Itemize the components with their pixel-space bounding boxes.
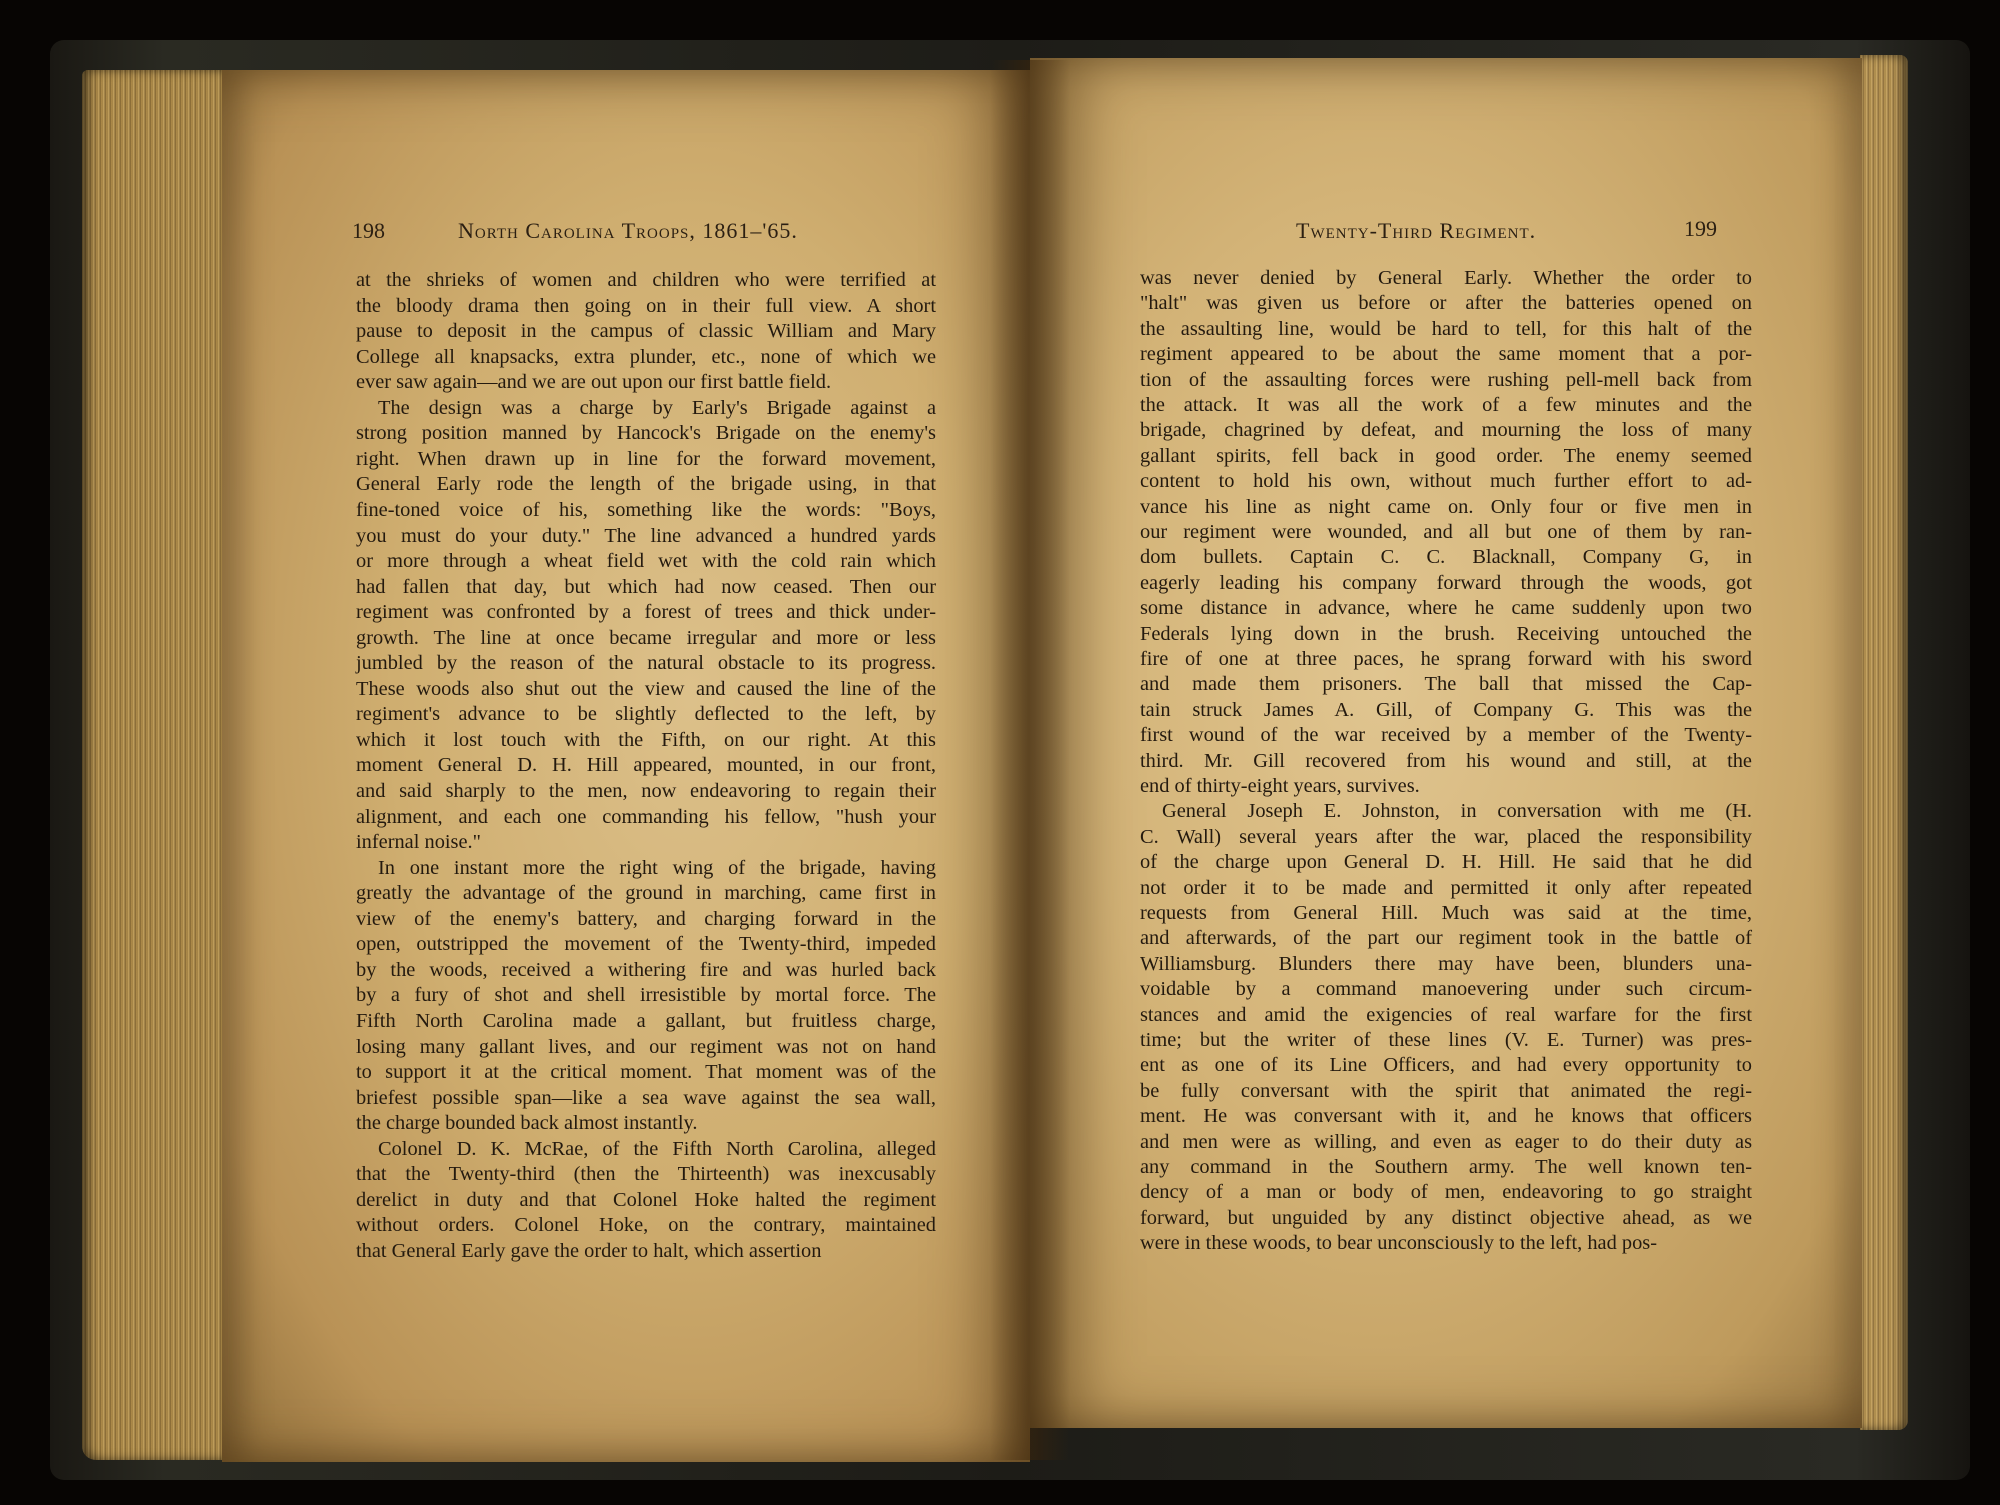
text-line: stances and amid the exigencies of real warfare for the first: [1140, 1003, 1752, 1026]
page-number: 199: [1684, 216, 1717, 241]
text-line: dom bullets. Captain C. C. Blacknall, Company G, in: [1140, 546, 1752, 569]
text-line: ent as one of its Line Officers, and had every opportunity to: [1140, 1054, 1752, 1077]
text-line: "halt" was given us before or after the batteries opened on: [1140, 292, 1752, 315]
text-line: first wound of the war received by a member of the Twenty-: [1140, 724, 1752, 747]
text-line: right. When drawn up in line for the forward movement,: [356, 447, 936, 470]
text-line: be fully conversant with the spirit that animated the regi-: [1140, 1079, 1752, 1102]
text-line: and said sharply to the men, now endeavoring to regain their: [356, 780, 936, 802]
page-edges-right: [1860, 55, 1908, 1430]
text-line: infernal noise.": [356, 831, 481, 854]
running-title: Twenty-Third Regiment.: [1296, 218, 1537, 243]
text-line: content to hold his own, without much further effort to ad-: [1140, 470, 1752, 493]
right-page: [1030, 58, 1862, 1428]
text-line: not order it to be made and permitted it only after repeated: [1140, 876, 1752, 899]
text-line: vance his line as night came on. Only four or five men in: [1140, 495, 1752, 518]
text-line: fine-toned voice of his, something like the words: "Boys,: [356, 498, 936, 521]
page-number: 198: [352, 218, 385, 243]
text-line: without orders. Colonel Hoke, on the contrary, maintained: [356, 1214, 936, 1237]
text-line: that General Early gave the order to halt, which assertion: [356, 1239, 822, 1262]
text-line: Fifth North Carolina made a gallant, but fruitless charge,: [356, 1009, 936, 1032]
text-line: requests from General Hill. Much was said at the time,: [1140, 902, 1752, 924]
text-line: In one instant more the right wing of the brigade, having: [378, 856, 936, 879]
text-line: ever saw again—and we are out upon our first battle field.: [356, 371, 832, 394]
text-line: alignment, and each one commanding his fellow, "hush your: [356, 805, 936, 828]
text-line: These woods also shut out the view and caused the line of the: [356, 677, 936, 700]
text-line: the charge bounded back almost instantly.: [356, 1112, 698, 1135]
text-line: to support it at the critical moment. That moment was of the: [356, 1061, 936, 1084]
text-line: and afterwards, of the part our regiment took in the battle of: [1140, 927, 1752, 950]
text-line: or more through a wheat field wet with the cold rain which: [356, 550, 936, 573]
text-line: ment. He was conversant with it, and he knows that officers: [1140, 1105, 1752, 1128]
text-line: of the charge upon General D. H. Hill. He said that he did: [1140, 851, 1752, 874]
text-line: fire of one at three paces, he sprang forward with his sword: [1140, 648, 1752, 670]
text-line: end of thirty-eight years, survives.: [1140, 775, 1420, 797]
text-line: any command in the Southern army. The well known ten-: [1140, 1156, 1752, 1178]
text-line: jumbled by the reason of the natural obstacle to its progress.: [356, 652, 936, 675]
text-line: the assaulting line, would be hard to tell, for this halt of the: [1140, 317, 1752, 340]
text-line: that the Twenty-third (then the Thirteenth) was inexcusably: [356, 1163, 936, 1186]
text-line: brigade, chagrined by defeat, and mourning the loss of many: [1140, 419, 1752, 442]
text-line: briefest possible span—like a sea wave against the sea wall,: [356, 1086, 936, 1109]
text-line: moment General D. H. Hill appeared, mounted, in our front,: [356, 754, 936, 777]
text-line: at the shrieks of women and children who were terrified at: [356, 269, 936, 291]
text-line: and made them prisoners. The ball that missed the Cap-: [1140, 673, 1752, 696]
text-line: losing many gallant lives, and our regiment was not on hand: [356, 1035, 936, 1058]
text-line: pause to deposit in the campus of classic William and Mary: [356, 320, 936, 343]
text-line: C. Wall) several years after the war, placed the responsibility: [1140, 825, 1752, 848]
text-line: regiment's advance to be slightly deflected to the left, by: [356, 703, 936, 726]
text-line: was never denied by General Early. Whether the order to: [1140, 267, 1752, 289]
text-line: view of the enemy's battery, and charging forward in the: [356, 907, 936, 930]
text-line: the attack. It was all the work of a few minutes and the: [1140, 394, 1752, 416]
text-line: open, outstripped the movement of the Twenty-third, impeded: [356, 933, 936, 956]
book-gutter-shadow: [990, 60, 1070, 1460]
text-line: by a fury of shot and shell irresistible by mortal force. The: [356, 984, 936, 1007]
text-line: growth. The line at once became irregular and more or less: [356, 626, 936, 649]
text-line: forward, but unguided by any distinct objective ahead, as we: [1140, 1206, 1752, 1229]
text-line: the bloody drama then going on in their full view. A short: [356, 294, 936, 317]
text-line: and men were as willing, and even as eager to do their duty as: [1140, 1130, 1752, 1153]
text-line: Williamsburg. Blunders there may have been, blunders una-: [1140, 952, 1752, 975]
text-line: our regiment were wounded, and all but one of them by ran-: [1140, 521, 1752, 543]
text-line: were in these woods, to bear unconsciously to the left, had pos-: [1140, 1232, 1658, 1255]
text-line: strong position manned by Hancock's Brigade on the enemy's: [356, 422, 936, 445]
text-line: General Early rode the length of the brigade using, in that: [356, 473, 936, 496]
text-line: had fallen that day, but which had now ceased. Then our: [356, 575, 936, 598]
text-line: eagerly leading his company forward through the woods, got: [1140, 571, 1752, 594]
text-line: tion of the assaulting forces were rushing pell-mell back from: [1140, 368, 1752, 391]
text-line: voidable by a command manoevering under such circum-: [1140, 978, 1752, 1001]
text-line: regiment was confronted by a forest of trees and thick under-: [356, 601, 936, 624]
text-line: Federals lying down in the brush. Receiving untouched the: [1140, 622, 1752, 645]
text-line: time; but the writer of these lines (V. E. Turner) was pres-: [1140, 1029, 1752, 1051]
running-title: North Carolina Troops, 1861–'65.: [458, 218, 798, 243]
text-line: The design was a charge by Early's Brigade against a: [378, 396, 936, 419]
text-line: gallant spirits, fell back in good order. The enemy seemed: [1140, 444, 1752, 467]
text-line: which it lost touch with the Fifth, on our right. At this: [356, 728, 936, 751]
text-line: derelict in duty and that Colonel Hoke halted the regiment: [356, 1188, 936, 1211]
text-line: regiment appeared to be about the same moment that a por-: [1140, 343, 1752, 366]
text-line: you must do your duty." The line advanced a hundred yards: [356, 524, 936, 547]
text-line: dency of a man or body of men, endeavoring to go straight: [1140, 1181, 1752, 1204]
text-line: Colonel D. K. McRae, of the Fifth North Carolina, alleged: [378, 1137, 936, 1160]
text-line: some distance in advance, where he came suddenly upon two: [1140, 597, 1752, 620]
text-line: by the woods, received a withering fire and was hurled back: [356, 958, 936, 981]
text-line: third. Mr. Gill recovered from his wound and still, at the: [1140, 749, 1752, 772]
left-page: [222, 70, 1030, 1462]
text-line: tain struck James A. Gill, of Company G. This was the: [1140, 698, 1752, 721]
page-edges-left: [82, 70, 222, 1460]
text-line: College all knapsacks, extra plunder, etc., none of which we: [356, 345, 936, 368]
text-line: General Joseph E. Johnston, in conversation with me (H.: [1162, 800, 1752, 823]
text-line: greatly the advantage of the ground in marching, came first in: [356, 882, 936, 905]
